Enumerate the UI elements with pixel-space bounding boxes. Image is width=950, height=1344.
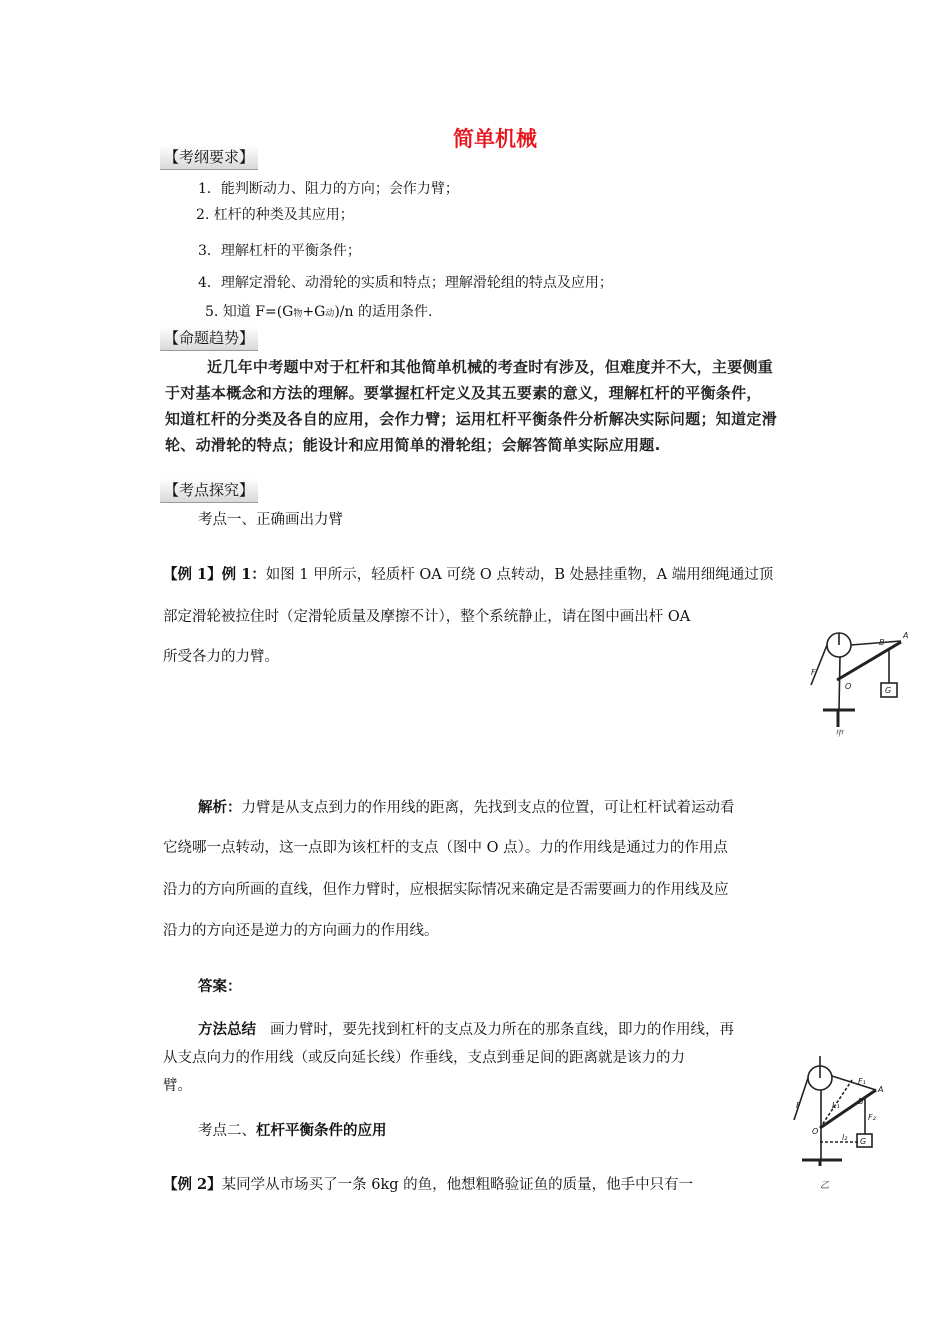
- section-head-explore: 【考点探究】: [160, 478, 258, 503]
- fig2-caption: 乙: [820, 1181, 830, 1191]
- analysis-line: 解析：力臂是从支点到力的作用线的距离，先找到支点的位置，可让杠杆试着运动看: [198, 799, 735, 816]
- fig2-label-g: G: [860, 1137, 867, 1146]
- analysis-line: 它绕哪一点转动，这一点即为该杠杆的支点（图中 O 点）。力的作用线是通过力的作用点: [163, 840, 728, 856]
- fig2-label-o: O: [812, 1127, 819, 1136]
- analysis-line: 沿力的方向还是逆力的方向画力的作用线。: [163, 923, 439, 939]
- analysis-line: 沿力的方向所画的直线，但作力臂时，应根据实际情况来确定是否需要画力的作用线及应: [163, 882, 729, 898]
- page-title: 简单机械: [453, 127, 537, 151]
- lever-figure-1: [805, 625, 915, 740]
- fig2-label-f2: F₂: [868, 1113, 876, 1122]
- example-1-line: 部定滑轮被拉住时（定滑轮质量及摩擦不计），整个系统静止，请在图中画出杆 OA: [163, 609, 691, 625]
- fig2-label-b: B: [858, 1097, 864, 1106]
- point-two-heading: 考点二、杠杆平衡条件的应用: [198, 1122, 387, 1139]
- requirement-item-formula: 5. 知道 F=(G物+G动)/n 的适用条件.: [205, 304, 433, 320]
- fig1-label-a: A: [903, 631, 909, 640]
- example-1-line: 【例 1】例 1：如图 1 甲所示，轻质杆 OA 可绕 O 点转动，B 处悬挂重物，A 端用细绳通过顶: [163, 566, 774, 583]
- section-head-trend: 【命题趋势】: [160, 326, 258, 351]
- requirement-item: 2. 杠杆的种类及其应用；: [196, 207, 354, 223]
- example-1-line: 所受各力的力臂。: [163, 649, 279, 665]
- fig2-label-f: F: [796, 1101, 801, 1110]
- fig2-label-f1: F₁: [858, 1077, 866, 1086]
- fig2-label-a: A: [878, 1085, 884, 1094]
- requirement-item: 3．理解杠杆的平衡条件；: [198, 243, 361, 259]
- requirement-item: 1．能判断动力、阻力的方向；会作力臂；: [198, 181, 459, 197]
- fig1-label-o: O: [845, 682, 852, 691]
- answer-label: 答案：: [198, 978, 242, 995]
- fig2-label-l2: l₂: [842, 1133, 848, 1142]
- method-line: 臂。: [163, 1078, 192, 1094]
- point-one-heading: 考点一、正确画出力臂: [198, 512, 343, 528]
- method-line: 方法总结 画力臂时，要先找到杠杆的支点及力所在的那条直线，即力的作用线，再: [198, 1021, 734, 1038]
- requirement-item: 4．理解定滑轮、动滑轮的实质和特点；理解滑轮组的特点及应用；: [198, 275, 613, 291]
- fig1-caption: 甲: [835, 729, 843, 738]
- lever-figure-2: [790, 1048, 905, 1193]
- method-line: 从支点向力的作用线（或反向延长线）作垂线，支点到垂足间的距离就是该力的力: [163, 1050, 685, 1066]
- fig2-label-l1: L₁: [832, 1101, 840, 1110]
- fig1-label-b: B: [879, 638, 885, 647]
- example-2-line: 【例 2】某同学从市场买了一条 6kg 的鱼，他想粗略验证鱼的质量，他手中只有一: [163, 1176, 694, 1193]
- fig1-label-g: G: [885, 686, 892, 695]
- trend-paragraph: 近几年中考题中对于杠杆和其他简单机械的考查时有涉及，但难度并不大，主要侧重 于对基本概念和方法的理解。要掌握杠杆定义及其五要素的意义，理解杠杆的平衡条件， 知道杠杆的分类及各自的应用，会作力臂；运用杠杆平衡条件分析解决实际问题；知道定滑 轮、动滑轮的特点；能设计和应用简单的滑轮组；会解答简单实际应用题.: [165, 358, 778, 454]
- section-head-requirements: 【考纲要求】: [160, 145, 258, 170]
- fig1-label-f: F: [811, 668, 816, 677]
